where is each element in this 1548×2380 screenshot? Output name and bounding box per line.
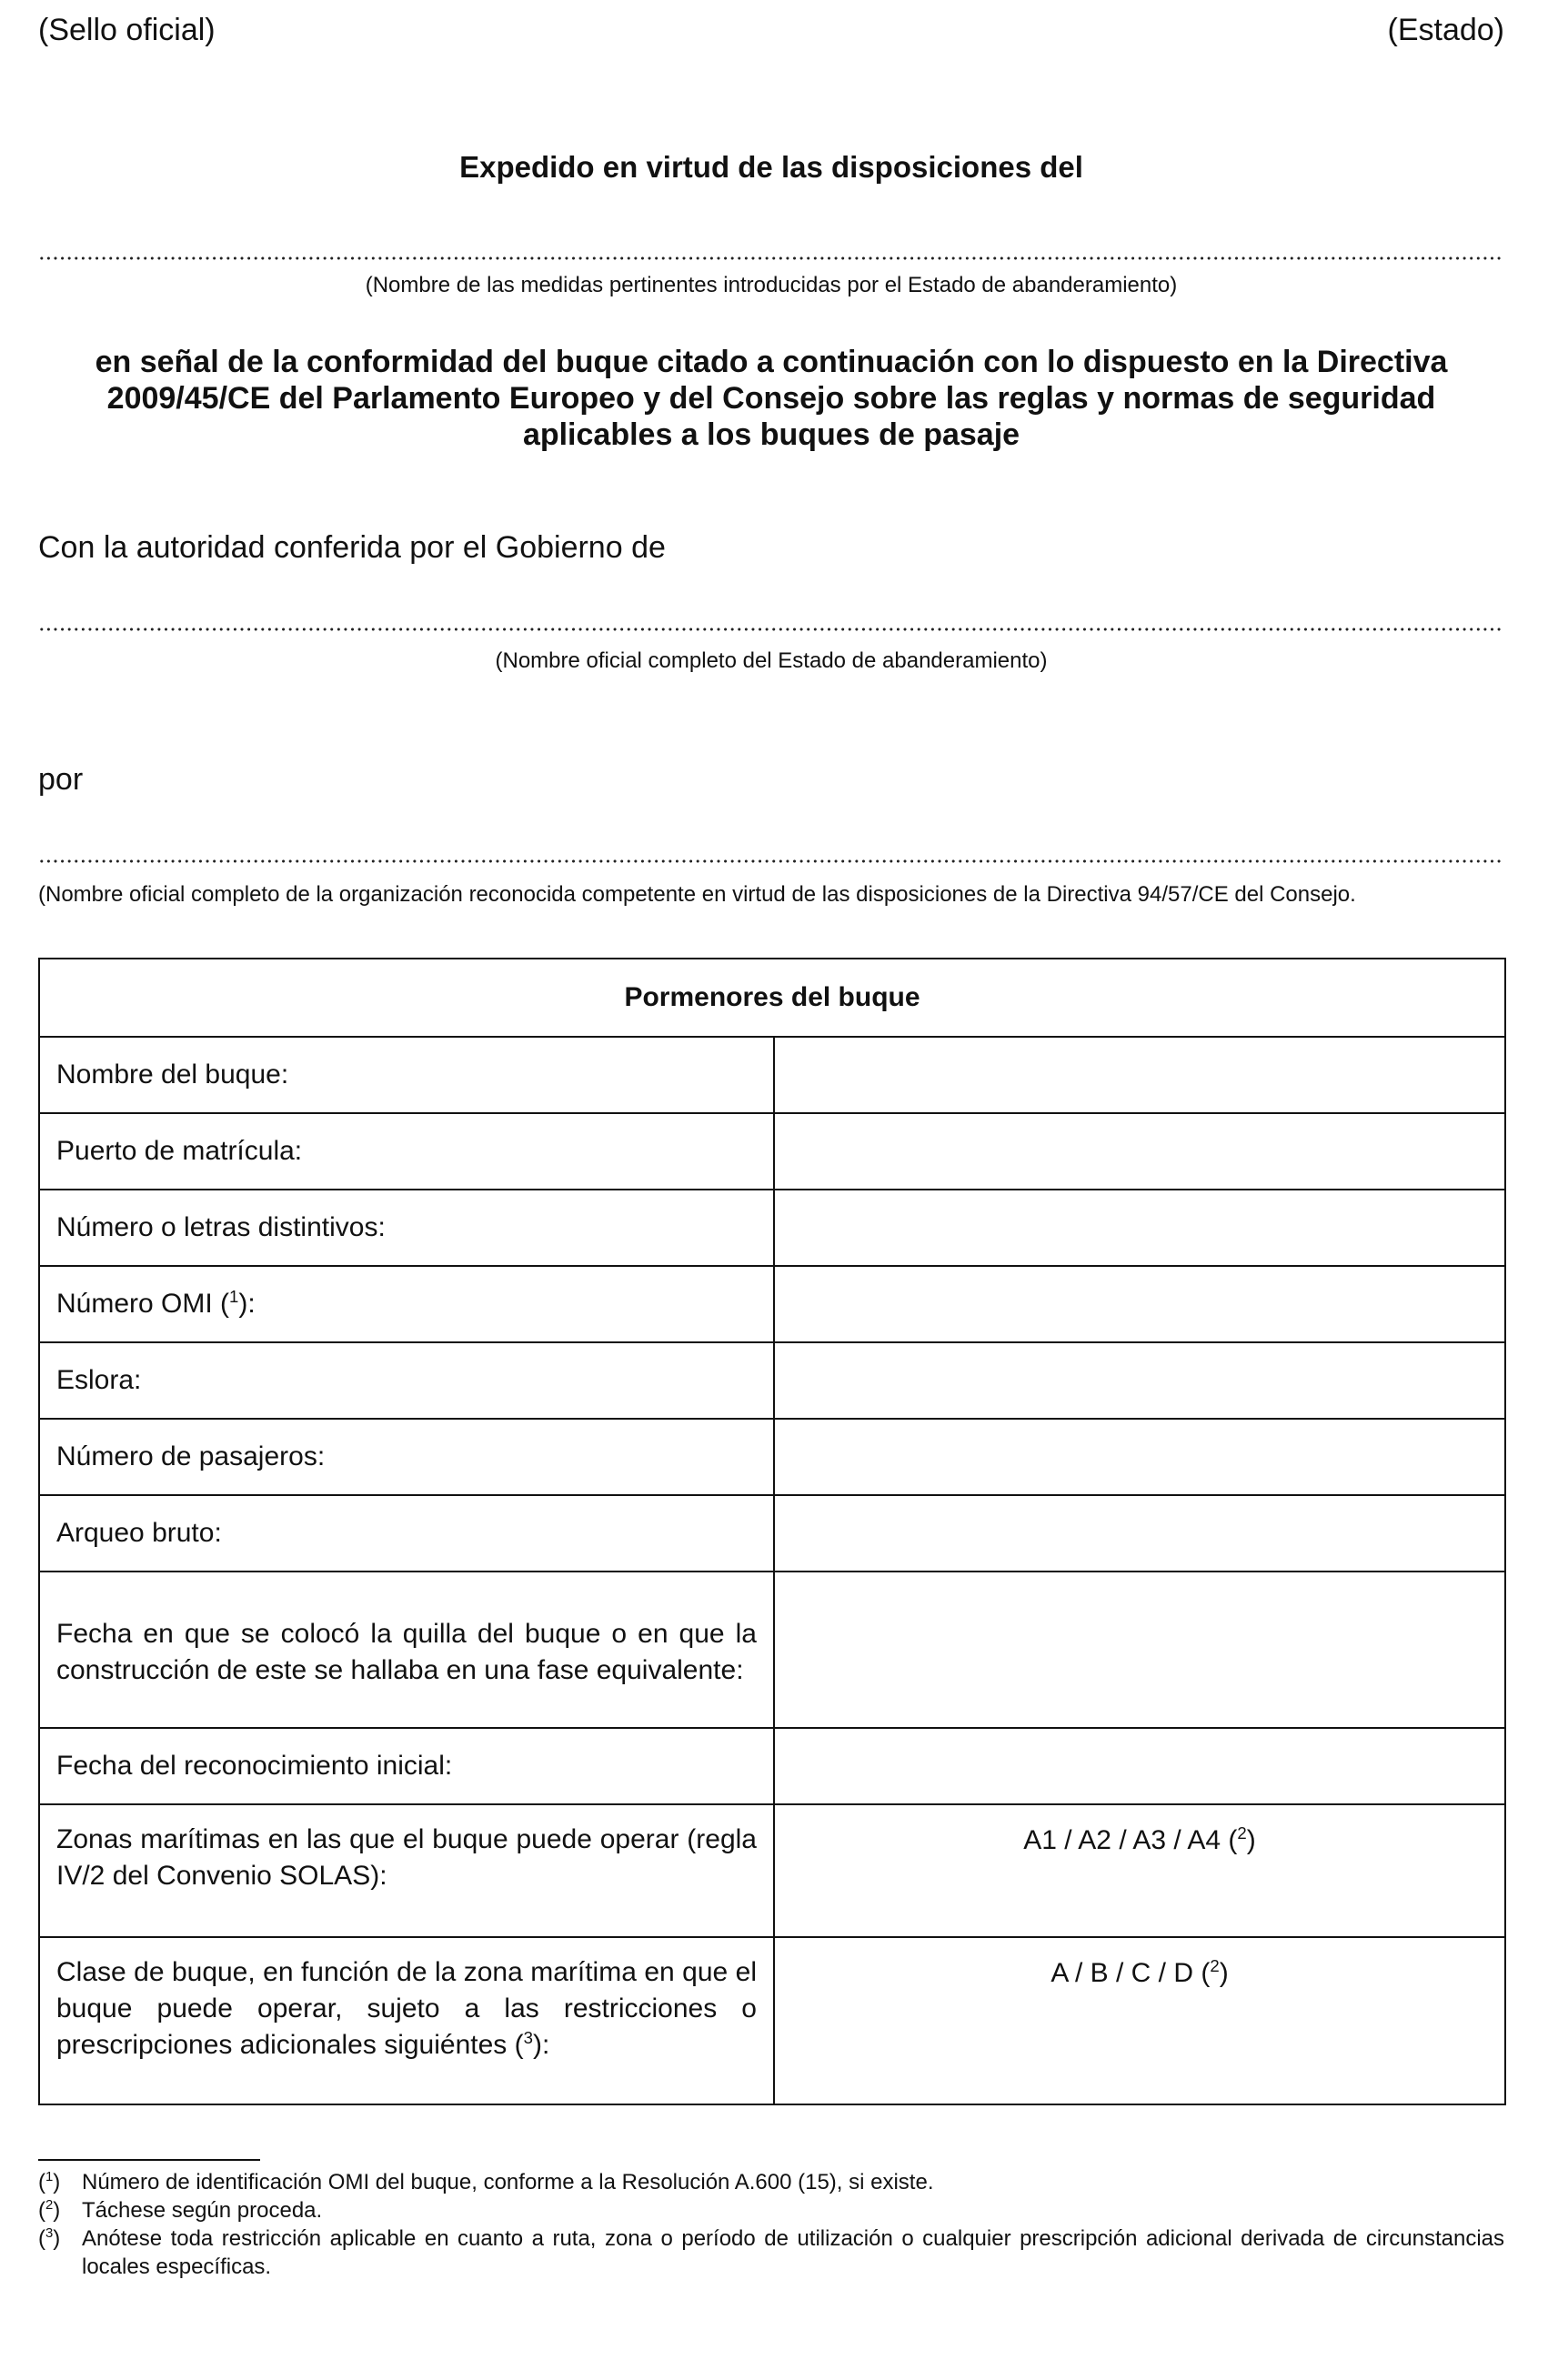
dotted-fill-line-organization — [38, 859, 1504, 863]
footnotes — [38, 2168, 1504, 2281]
port-of-registry-label: Puerto de matrícula: — [39, 1113, 774, 1190]
certificate-page — [38, 0, 1504, 2380]
table-row — [39, 1495, 1505, 1572]
by-text: por — [38, 762, 84, 797]
footnote-item — [38, 2196, 1504, 2224]
header-line — [38, 13, 1504, 58]
gross-tonnage-label: Arqueo bruto: — [39, 1495, 774, 1572]
length-label: Eslora: — [39, 1342, 774, 1419]
footnote-ref: 2 — [1210, 1956, 1220, 1975]
imo-number-label: Número OMI ($^1$): — [39, 1266, 774, 1342]
ship-particulars-table — [38, 958, 1506, 2105]
length-field[interactable] — [774, 1342, 1505, 1419]
footnote-text: Anótese toda restricción aplicable en cuanto a ruta, zona o período de utilización o cualquier prescripción adicional derivada de circunstancias locales específicas. — [82, 2226, 1504, 2279]
table-row — [39, 1037, 1505, 1113]
caption-flag-state: (Nombre oficial completo del Estado de abanderamiento) — [495, 648, 1048, 673]
table-row — [39, 1419, 1505, 1495]
table-row — [39, 1342, 1505, 1419]
gross-tonnage-field[interactable] — [774, 1495, 1505, 1572]
caption-measures: (Nombre de las medidas pertinentes introducidas por el Estado de abanderamiento) — [365, 273, 1178, 297]
initial-survey-date-field[interactable] — [774, 1728, 1505, 1804]
passengers-label: Número de pasajeros: — [39, 1419, 774, 1495]
distinctive-number-label: Número o letras distintivos: — [39, 1190, 774, 1266]
table-row — [39, 1190, 1505, 1266]
dotted-fill-line-flag-state — [38, 628, 1504, 631]
distinctive-number-field[interactable] — [774, 1190, 1505, 1266]
ship-name-field[interactable] — [774, 1037, 1505, 1113]
table-row — [39, 1728, 1505, 1804]
footnote-divider — [38, 2159, 260, 2161]
footnote-item — [38, 2168, 1504, 2196]
footnote-mark: ($^1$) — [38, 2170, 61, 2194]
imo-number-field[interactable] — [774, 1266, 1505, 1342]
ship-class-label: Clase de buque, en función de la zona marítima en que el buque puede operar, sujeto a las restricciones o prescripciones adicionales siguiéntes ($^3$): — [39, 1937, 774, 2104]
footnote-ref: 3 — [523, 2028, 533, 2047]
keel-date-field[interactable] — [774, 1572, 1505, 1728]
authority-text: Con la autoridad conferida por el Gobierno de — [38, 530, 666, 565]
footnote-text: Táchese según proceda. — [82, 2198, 323, 2223]
conformity-line: 2009/45/CE del Parlamento Europeo y del Consejo sobre las reglas y normas de seguridad — [106, 381, 1436, 416]
footnote-ref: 2 — [1237, 1823, 1247, 1843]
conformity-statement — [38, 344, 1504, 453]
table-row — [39, 1113, 1505, 1190]
table-row — [39, 1804, 1505, 1937]
official-seal-label: (Sello oficial) — [38, 13, 216, 47]
conformity-line: aplicables a los buques de pasaje — [522, 417, 1020, 452]
port-of-registry-field[interactable] — [774, 1113, 1505, 1190]
passengers-field[interactable] — [774, 1419, 1505, 1495]
table-row — [39, 1266, 1505, 1342]
table-row — [39, 1572, 1505, 1728]
ship-class-value[interactable]: A / B / C / D ($^2$) — [774, 1937, 1505, 2104]
dotted-fill-line-measures — [38, 256, 1504, 260]
footnote-text: Número de identificación OMI del buque, conforme a la Resolución A.600 (15), si existe. — [82, 2170, 934, 2194]
sea-areas-value[interactable]: A1 / A2 / A3 / A4 ($^2$) — [774, 1804, 1505, 1937]
conformity-line: en señal de la conformidad del buque citado a continuación con lo dispuesto en la Directiva — [95, 345, 1448, 379]
footnote-mark: ($^3$) — [38, 2226, 61, 2251]
keel-date-label: Fecha en que se colocó la quilla del buque o en que la construcción de este se hallaba en una fase equivalente: — [39, 1572, 774, 1728]
initial-survey-date-label: Fecha del reconocimiento inicial: — [39, 1728, 774, 1804]
footnote-item — [38, 2224, 1504, 2281]
footnote-ref: 1 — [229, 1287, 239, 1306]
ship-name-label: Nombre del buque: — [39, 1037, 774, 1113]
table-title: Pormenores del buque — [39, 959, 1505, 1037]
footnote-mark: ($^2$) — [38, 2198, 61, 2223]
state-label: (Estado) — [1387, 13, 1504, 47]
sea-areas-label: Zonas marítimas en las que el buque puede operar (regla IV/2 del Convenio SOLAS): — [39, 1804, 774, 1937]
caption-organization: (Nombre oficial completo de la organización reconocida competente en virtud de las disposiciones de la Directiva 94/57/CE del Consejo. — [38, 882, 1356, 907]
table-row — [39, 1937, 1505, 2104]
issued-under-heading: Expedido en virtud de las disposiciones del — [459, 150, 1083, 184]
